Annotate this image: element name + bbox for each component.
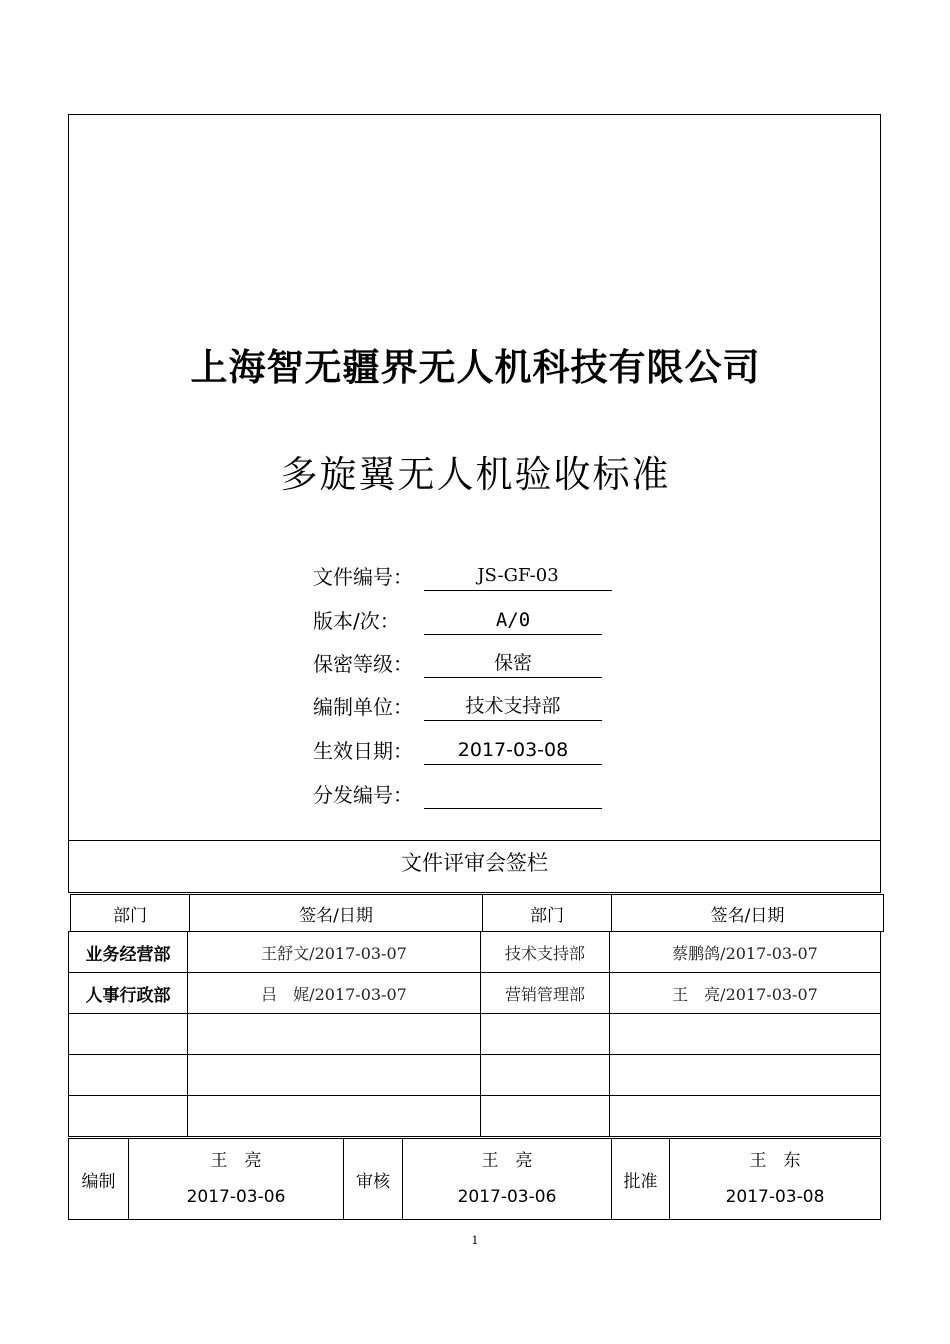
compile-name: 王 亮 <box>210 1151 262 1171</box>
approve-date: 2017-03-08 <box>725 1187 825 1207</box>
header-signature-date: 签名/日期 <box>190 895 483 932</box>
header-department: 部门 <box>483 895 612 932</box>
signature-cell <box>610 1014 881 1055</box>
meta-label: 编制单位： <box>313 695 413 719</box>
approve-name: 王 东 <box>749 1151 801 1171</box>
signature-cell <box>610 1055 881 1096</box>
table-row <box>69 932 881 973</box>
signature-cell: 吕 娓/2017-03-07 <box>188 973 481 1014</box>
approval-row <box>69 1139 881 1220</box>
header-department: 部门 <box>71 895 190 932</box>
review-table <box>68 931 881 1137</box>
meta-label: 版本/次： <box>313 609 400 633</box>
department-cell: 业务经营部 <box>69 932 188 973</box>
table-row <box>69 1096 881 1137</box>
department-cell <box>69 1096 188 1137</box>
meta-value-confidentiality: 保密 <box>424 649 602 678</box>
signature-cell <box>188 1014 481 1055</box>
compile-date: 2017-03-06 <box>186 1187 286 1207</box>
department-cell: 技术支持部 <box>481 932 610 973</box>
approve-signature <box>670 1139 881 1220</box>
table-row <box>69 973 881 1014</box>
table-row <box>69 1055 881 1096</box>
meta-value-doc-number: JS-GF-03 <box>424 562 612 591</box>
meta-label: 生效日期： <box>313 739 413 763</box>
department-cell: 人事行政部 <box>69 973 188 1014</box>
meta-value-effective-date: 2017-03-08 <box>424 736 602 765</box>
approve-label: 批准 <box>612 1139 670 1220</box>
compile-label: 编制 <box>69 1139 129 1220</box>
document-title: 多旋翼无人机验收标准 <box>280 453 671 496</box>
department-cell <box>69 1055 188 1096</box>
company-name: 上海智无疆界无人机科技有限公司 <box>190 346 761 389</box>
department-cell <box>481 1096 610 1137</box>
compile-signature <box>129 1139 344 1220</box>
review-name: 王 亮 <box>481 1151 533 1171</box>
approval-table <box>68 1138 881 1220</box>
department-cell <box>69 1014 188 1055</box>
meta-label: 分发编号： <box>313 783 413 807</box>
table-row <box>69 1014 881 1055</box>
signature-cell <box>188 1096 481 1137</box>
department-cell <box>481 1014 610 1055</box>
meta-value-distribution-number <box>424 780 602 809</box>
review-signature <box>403 1139 612 1220</box>
header-signature-date: 签名/日期 <box>612 895 884 932</box>
signature-cell <box>610 1096 881 1137</box>
review-date: 2017-03-06 <box>457 1187 557 1207</box>
review-label: 审核 <box>344 1139 403 1220</box>
signature-cell: 王 亮/2017-03-07 <box>610 973 881 1014</box>
cover-frame <box>68 114 881 893</box>
department-cell <box>481 1055 610 1096</box>
meta-value-compiling-unit: 技术支持部 <box>424 692 602 721</box>
review-header-table <box>70 894 884 932</box>
signature-cell: 王舒文/2017-03-07 <box>188 932 481 973</box>
table-header-row <box>71 895 884 932</box>
department-cell: 营销管理部 <box>481 973 610 1014</box>
meta-value-version: A/0 <box>424 606 602 635</box>
page-number: 1 <box>471 1234 479 1247</box>
signature-cell: 蔡鹏鸽/2017-03-07 <box>610 932 881 973</box>
signature-cell <box>188 1055 481 1096</box>
meta-label: 保密等级： <box>313 652 413 676</box>
review-section-title: 文件评审会签栏 <box>68 840 881 893</box>
meta-label: 文件编号： <box>313 565 413 589</box>
